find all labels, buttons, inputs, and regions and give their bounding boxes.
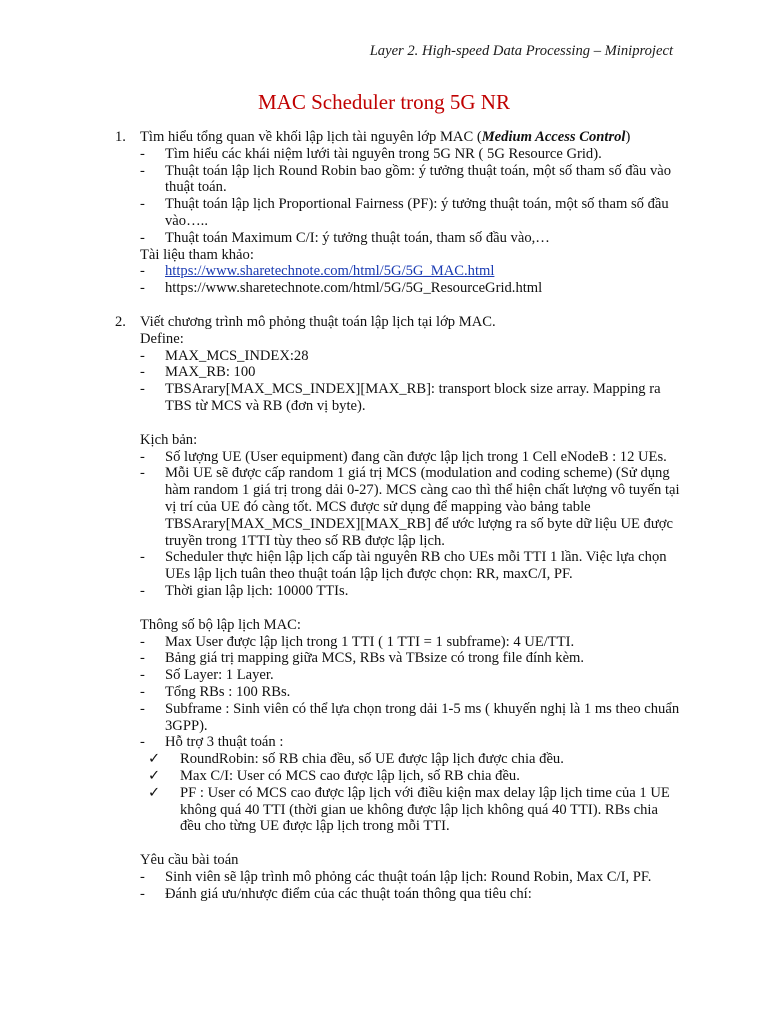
- section-number: 1.: [115, 129, 126, 145]
- list-item: - Max User được lập lịch trong 1 TTI ( 1 TTI = 1 subframe): 4 UE/TTI.: [140, 633, 575, 650]
- scenario-list: [140, 449, 680, 600]
- document-title: MAC Scheduler trong 5G NR: [258, 90, 510, 114]
- list-item: - Thuật toán Maximum C/I: ý tưởng thuật toán, tham số đầu vào,…: [140, 229, 550, 246]
- list-item: - MAX_RB: 100: [140, 364, 256, 381]
- list-item: - TBSArary[MAX_MCS_INDEX][MAX_RB]: transport block size array. Mapping ra TBS từ MCS và RB (đơn vị byte).: [140, 381, 661, 414]
- reference-item: - https://www.sharetechnote.com/html/5G/5G_ResourceGrid.html: [140, 280, 680, 297]
- list-item: - Bảng giá trị mapping giữa MCS, RBs và TBsize có trong file đính kèm.: [140, 650, 585, 667]
- algorithms-list: [140, 751, 680, 835]
- check-icon: ✓: [148, 751, 161, 768]
- list-item: - Số Layer: 1 Layer.: [140, 667, 274, 684]
- references-label: Tài liệu tham khảo:: [140, 246, 254, 263]
- list-item: - Scheduler thực hiện lập lịch cấp tài nguyên RB cho UEs mỗi TTI 1 lần. Việc lựa chọn UEs lập lịch tuân theo thuật toán lập lịch được chọn: RR, maxC/I, PF.: [140, 549, 667, 583]
- algorithm-item: ✓ PF : User có MCS cao được lập lịch với điều kiện max delay lập lịch time của 1 UE không quá 40 TTI (thời gian ue không được lập lịch không quá 40 TTI). RBs chia đều cho từng UE được lập lịch trong mỗi TTI.: [140, 785, 680, 835]
- scenario-label: Kịch bản:: [140, 431, 198, 448]
- list-item: - Subframe : Sinh viên có thể lựa chọn trong dải 1-5 ms ( khuyến nghị là 1 ms theo chuẩn 3GPP).: [140, 700, 680, 734]
- section-1: [115, 129, 680, 297]
- list-item: - Thuật toán lập lịch Round Robin bao gồm: ý tưởng thuật toán, một số tham số đầu vào thuật toán.: [140, 162, 672, 196]
- define-list: [140, 348, 680, 415]
- list-item: - Thuật toán lập lịch Proportional Fairness (PF): ý tưởng thuật toán, một số tham số đầu vào…..: [140, 196, 669, 229]
- page-header: Layer 2. High-speed Data Processing – Miniproject: [369, 43, 673, 59]
- list-item: - MAX_MCS_INDEX:28: [140, 347, 309, 364]
- reference-text-resourcegrid: https://www.sharetechnote.com/html/5G/5G_ResourceGrid.html: [165, 280, 543, 297]
- check-icon: ✓: [148, 784, 161, 801]
- algorithm-item: ✓ RoundRobin: số RB chia đều, số UE được lập lịch được chia đều.: [140, 751, 680, 768]
- section-1-intro: Tìm hiểu tổng quan về khối lập lịch tài nguyên lớp MAC (Medium Access Control): [140, 129, 631, 145]
- requirements-label: Yêu cầu bài toán: [140, 852, 239, 869]
- reference-link-mac[interactable]: https://www.sharetechnote.com/html/5G/5G_MAC.html: [165, 263, 495, 280]
- list-item: - Tổng RBs : 100 RBs.: [140, 683, 291, 700]
- params-label: Thông số bộ lập lịch MAC:: [140, 616, 301, 633]
- list-item: - Số lượng UE (User equipment) đang cần được lập lịch trong 1 Cell eNodeB : 12 UEs.: [140, 448, 667, 465]
- requirements-list: [140, 869, 680, 903]
- list-item: - Sinh viên sẽ lập trình mô phỏng các thuật toán lập lịch: Round Robin, Max C/I, PF.: [140, 868, 652, 885]
- params-list: [140, 634, 680, 752]
- section-2-intro: Viết chương trình mô phỏng thuật toán lập lịch tại lớp MAC.: [140, 314, 496, 330]
- section-1-items: [140, 146, 680, 247]
- list-item: - Tìm hiểu các khái niệm lưới tài nguyên trong 5G NR ( 5G Resource Grid).: [140, 145, 602, 162]
- section-number: 2.: [115, 314, 126, 330]
- list-item: - Mỗi UE sẽ được cấp random 1 giá trị MCS (modulation and coding scheme) (Sử dụng hàm random 1 giá trị trong dải 0-27). MCS càng cao thì thể hiện chất lượng vô tuyến tại vị trí của UE đó càng tốt. MCS được sử dụng để mapping vào bảng table TBSArary[MAX_MCS_INDEX][MAX_RB] để ước lượng ra số byte dữ liệu UE được truyền trong 1TTI tùy theo số RB được lập lịch.: [140, 465, 680, 549]
- section-2: [115, 314, 680, 903]
- algorithm-item: ✓ Max C/I: User có MCS cao được lập lịch, số RB chia đều.: [140, 768, 680, 785]
- list-item: - Thời gian lập lịch: 10000 TTIs.: [140, 582, 349, 599]
- list-item: - Hỗ trợ 3 thuật toán :: [140, 734, 284, 751]
- define-label: Define:: [140, 330, 184, 347]
- reference-item: - https://www.sharetechnote.com/html/5G/5G_MAC.html: [140, 263, 495, 280]
- references-list: [140, 263, 680, 297]
- check-icon: ✓: [148, 767, 161, 784]
- list-item: - Đánh giá ưu/nhược điểm của các thuật toán thông qua tiêu chí:: [140, 885, 532, 902]
